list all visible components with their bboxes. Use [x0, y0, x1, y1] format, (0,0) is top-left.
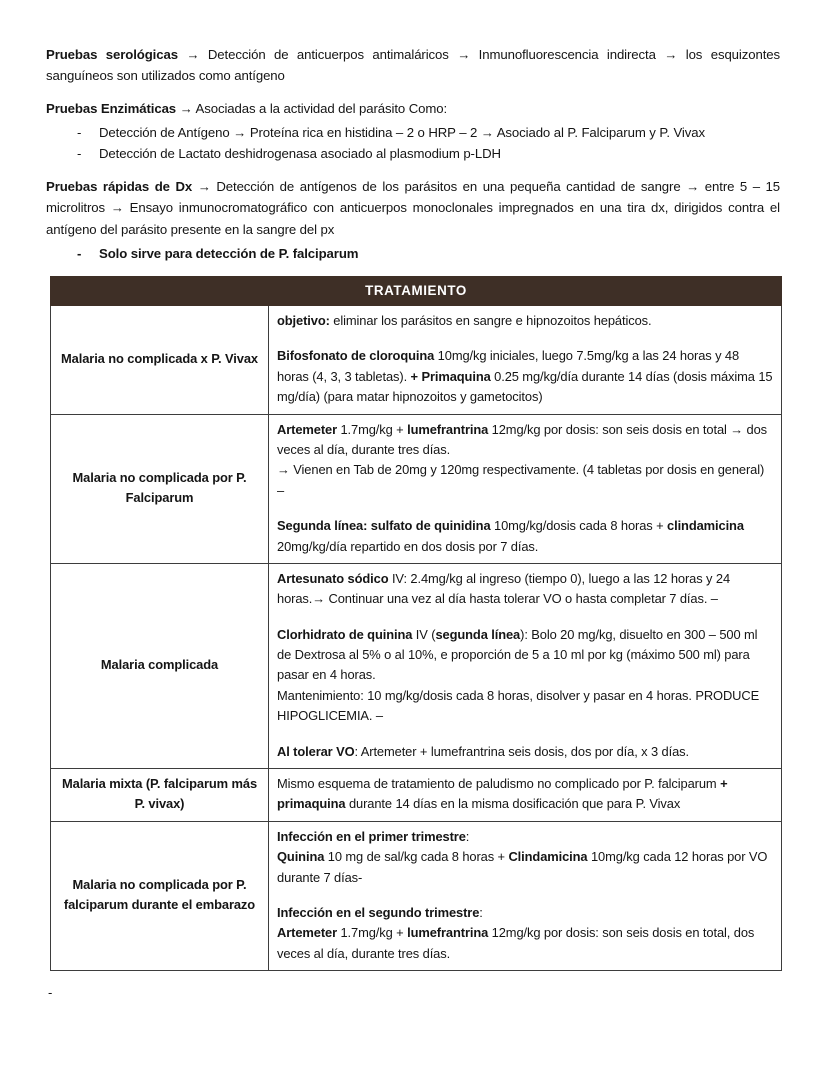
bullet-dash-icon: -: [77, 245, 82, 261]
text-normal: IV: 2.4mg/kg al ingreso (tiempo 0), luego a las 12 horas y 24 horas.→ Continuar una vez al día hasta tolerar VO o hasta completar 7 días. –: [277, 570, 731, 607]
text-bold: lumefrantrina: [407, 925, 489, 941]
list-item-label: Detección de Lactato deshidrogenasa asociado al plasmodium p-LDH: [99, 145, 501, 161]
text-block: [277, 625, 773, 686]
text-normal: → Vienen en Tab de 20mg y 120mg respectivamente. (4 tabletas por dosis en general) –: [277, 462, 765, 498]
text-normal: :: [479, 904, 483, 920]
text-normal: eliminar los parásitos en sangre e hipnozoitos hepáticos.: [329, 313, 652, 328]
text-block: [277, 903, 773, 923]
row-content-embarazo: [269, 821, 782, 970]
paragraph-pruebas-serologicas: [46, 44, 780, 87]
table-row: [51, 563, 782, 768]
table-header-row: [51, 276, 782, 305]
text-normal: 10mg/kg cada 12 horas por VO durante 7 días-: [277, 849, 768, 885]
row-content-complicada: [269, 563, 782, 768]
treatment-table: [50, 276, 782, 971]
table-header-title: TRATAMIENTO: [51, 276, 782, 305]
text-block: [277, 420, 773, 461]
lead-pruebas-rapidas-dx: Pruebas rápidas de Dx: [46, 178, 193, 194]
text-normal: 10 mg de sal/kg cada 8 horas +: [324, 849, 509, 865]
trailing-dash: -: [48, 985, 53, 1001]
treatment-table-wrapper: [46, 276, 780, 971]
row-label-falciparum: Malaria no complicada por P. Falciparum: [51, 414, 269, 563]
text-normal: Mismo esquema de tratamiento de paludismo no complicado por P. falciparum: [277, 776, 721, 792]
lead-pruebas-enzimaticas: Pruebas Enzimáticas: [46, 100, 177, 116]
text-block: [277, 516, 773, 557]
text-bold: Artesunato sódico: [277, 570, 389, 586]
list-item: [46, 144, 780, 165]
text-bold: Infección en el primer trimestre: [277, 828, 466, 844]
lead-pruebas-serologicas: Pruebas serológicas: [46, 47, 178, 62]
text-block: [277, 827, 773, 847]
row-label-mixta: Malaria mixta (P. falciparum más P. vivax): [51, 769, 269, 822]
text-spacer: [277, 727, 773, 742]
text-block: [277, 346, 773, 407]
text-block: [277, 742, 773, 762]
row-label-complicada: Malaria complicada: [51, 563, 269, 768]
text-bold: + Primaquina: [410, 368, 491, 384]
text-normal: Mantenimiento: 10 mg/kg/dosis cada 8 horas, disolver y pasar en 4 horas. PRODUCE HIPOGLICEMIA. –: [277, 687, 760, 724]
text-spacer: [277, 888, 773, 903]
text-block: [277, 923, 773, 964]
table-row: [51, 769, 782, 822]
text-normal: 20mg/kg/día repartido en dos dosis por 7 días.: [277, 538, 539, 554]
list-item: [46, 123, 780, 144]
text-bold: Bifosfonato de cloroquina: [277, 348, 435, 364]
row-content-mixta: [269, 769, 782, 822]
bullet-list-rapidas-dx: [46, 244, 780, 265]
bullet-dash-icon: -: [77, 145, 82, 161]
text-bold: Artemeter: [277, 925, 337, 941]
row-content-falciparum: [269, 414, 782, 563]
table-row: [51, 414, 782, 563]
row-label-vivax: Malaria no complicada x P. Vivax: [51, 306, 269, 415]
text-normal: IV (: [412, 626, 436, 642]
text-pruebas-serologicas: → Detección de anticuerpos antimaláricos → Inmunofluorescencia indirecta → los esquizontes sanguíneos son utilizados como antígeno: [46, 47, 780, 84]
text-normal: 10mg/kg/dosis cada 8 horas +: [490, 518, 668, 534]
table-row: [51, 306, 782, 415]
text-normal: 1.7mg/kg +: [337, 421, 408, 437]
list-item-label: Detección de Antígeno → Proteína rica en histidina – 2 o HRP – 2 → Asociado al P. Falciparum y P. Vivax: [99, 125, 705, 141]
text-block: [277, 847, 773, 888]
text-normal: ): Bolo 20 mg/kg, disuelto en 300 – 500 ml de Dextrosa al 5% o al 10%, e proporción de 5 a 10 ml por kg (máximo 500 ml) para pasar en 4 horas.: [277, 626, 758, 683]
text-bold: Quinina: [277, 849, 325, 865]
text-spacer: [277, 501, 773, 516]
bullet-dash-icon: -: [77, 125, 82, 141]
text-normal: durante 14 días en la misma dosificación que para P. Vivax: [345, 796, 681, 812]
text-normal: : Artemeter + lumefrantrina seis dosis, dos por día, x 3 días.: [354, 743, 689, 759]
bullet-list-enzimaticas: [46, 123, 780, 165]
row-content-vivax: [269, 306, 782, 415]
row-label-embarazo: Malaria no complicada por P. falciparum durante el embarazo: [51, 821, 269, 970]
text-bold: Segunda línea: sulfato de quinidina: [277, 518, 491, 534]
text-bold: Infección en el segundo trimestre: [277, 904, 480, 920]
text-spacer: [277, 331, 773, 346]
text-bold: Al tolerar VO: [277, 743, 355, 759]
list-item: [46, 244, 780, 265]
text-bold: Artemeter: [277, 421, 337, 437]
text-normal: 0.25 mg/kg/día durante 14 días (dosis máxima 15 mg/día) (para matar hipnozoitos y gametocitos): [277, 368, 773, 405]
text-bold: Clindamicina: [508, 849, 588, 865]
paragraph-pruebas-rapidas-dx: [46, 176, 780, 240]
table-row: [51, 821, 782, 970]
text-normal: 1.7mg/kg +: [337, 925, 408, 941]
text-bold: lumefrantrina: [407, 421, 489, 437]
text-block: [277, 460, 773, 501]
text-bold: segunda línea: [435, 626, 521, 642]
text-bold: + primaquina: [277, 776, 728, 812]
paragraph-pruebas-enzimaticas: [46, 98, 780, 119]
text-normal: :: [465, 828, 470, 844]
text-block: [277, 311, 773, 331]
text-spacer: [277, 610, 773, 625]
text-pruebas-enzimaticas: → Asociadas a la actividad del parásito Como:: [176, 100, 448, 116]
text-bold: Clorhidrato de quinina: [277, 626, 413, 642]
text-pruebas-rapidas-dx: → Detección de antígenos de los parásitos en una pequeña cantidad de sangre → entre 5 – 15 microlitros → Ensayo inmunocromatográfico con anticuerpos monoclonales impregnados en una tira dx, dirigidos contra el antígeno del parásito presente en la sangre del px: [46, 178, 781, 237]
text-block: [277, 569, 773, 610]
text-bold: clindamicina: [667, 518, 744, 534]
text-block: [277, 774, 773, 815]
text-block: [277, 686, 773, 727]
text-normal: 12mg/kg por dosis: son seis dosis en total, dos veces al día, durante tres días.: [277, 925, 755, 961]
list-item-label: Solo sirve para detección de P. falciparum: [99, 245, 359, 261]
text-normal: 12mg/kg por dosis: son seis dosis en total → dos veces al día, durante tres días.: [277, 421, 768, 457]
treatment-table-body: [51, 306, 782, 971]
text-normal: 10mg/kg iniciales, luego 7.5mg/kg a las 24 horas y 48 horas (4, 3, 3 tabletas).: [277, 348, 740, 384]
text-bold: objetivo:: [277, 313, 330, 328]
